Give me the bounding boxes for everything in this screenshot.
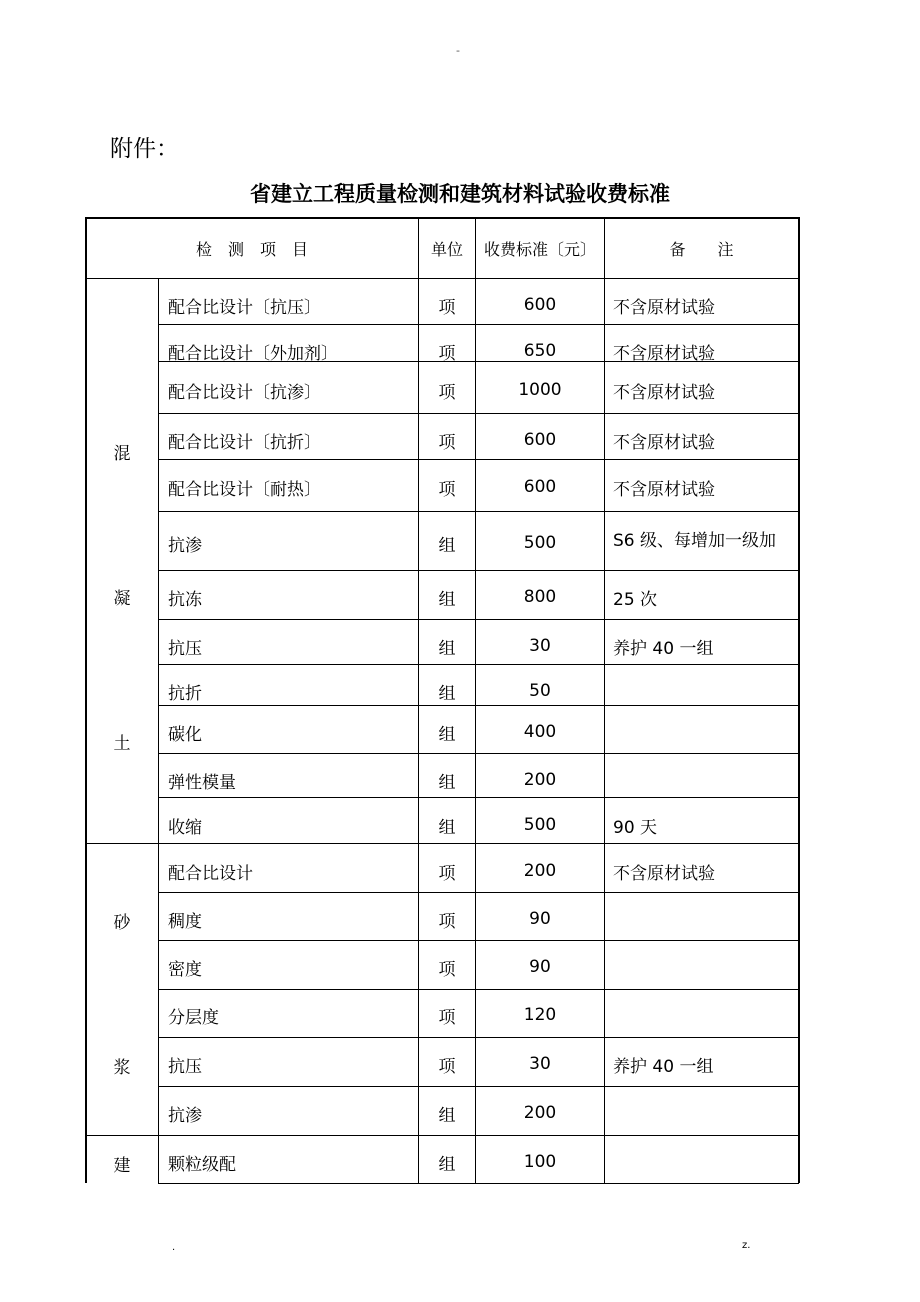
row-item: 配合比设计〔外加剂〕 <box>168 343 338 364</box>
row-divider <box>158 892 799 893</box>
page-footer-right: z. <box>742 1240 751 1251</box>
row-unit: 组 <box>438 772 456 793</box>
header-unit: 单位 <box>430 240 463 259</box>
row-item: 抗冻 <box>168 589 202 610</box>
row-fee: 200 <box>523 770 557 790</box>
row-note: 90 天 <box>613 817 658 838</box>
row-item: 配合比设计〔耐热〕 <box>168 479 321 500</box>
header-fee: 收费标准〔元〕 <box>483 240 596 259</box>
row-unit: 项 <box>438 382 456 403</box>
row-note: 不含原材试验 <box>613 297 715 318</box>
row-note: 不含原材试验 <box>613 863 715 884</box>
row-note <box>613 1094 799 1132</box>
row-fee: 200 <box>523 861 557 881</box>
row-fee: 600 <box>523 295 557 315</box>
row-unit: 组 <box>438 535 456 556</box>
row-divider <box>158 324 799 325</box>
row-divider <box>158 989 799 990</box>
category-mortar-char-1: 砂 <box>113 913 131 933</box>
row-note <box>613 900 799 938</box>
row-note: 养护 40 一组 <box>613 1056 714 1077</box>
row-item: 颗粒级配 <box>168 1154 236 1175</box>
row-unit: 项 <box>438 479 456 500</box>
row-divider <box>158 1183 799 1184</box>
row-fee: 200 <box>523 1103 557 1123</box>
attachment-label: 附件： <box>110 136 179 162</box>
row-item: 碳化 <box>168 724 202 745</box>
row-note: 不含原材试验 <box>613 343 715 363</box>
row-fee: 600 <box>523 430 557 450</box>
row-unit: 项 <box>438 343 456 364</box>
row-unit: 项 <box>438 297 456 318</box>
row-note: 不含原材试验 <box>613 382 715 403</box>
row-item: 抗压 <box>168 638 202 659</box>
row-unit: 组 <box>438 817 456 838</box>
row-fee: 500 <box>523 533 557 553</box>
row-note <box>613 996 799 1034</box>
row-note <box>613 761 799 799</box>
row-item: 密度 <box>168 959 202 980</box>
row-item: 抗渗 <box>168 1105 202 1126</box>
row-fee: 30 <box>529 1054 551 1074</box>
row-item: 分层度 <box>168 1007 219 1028</box>
row-fee: 30 <box>529 636 551 656</box>
page-header-mark: - <box>456 44 460 57</box>
row-note <box>613 713 799 751</box>
row-fee: 400 <box>523 722 557 742</box>
row-divider <box>158 619 799 620</box>
row-divider <box>158 1086 799 1087</box>
row-note <box>613 1143 799 1181</box>
row-item: 抗压 <box>168 1056 202 1077</box>
header-divider <box>85 278 800 279</box>
category-mortar-char-2: 浆 <box>113 1058 131 1078</box>
category-concrete-char-2: 凝 <box>113 589 131 609</box>
row-fee: 50 <box>529 681 551 701</box>
row-item: 配合比设计 <box>168 863 253 884</box>
row-divider <box>158 511 799 512</box>
row-note: 不含原材试验 <box>613 432 715 453</box>
category-concrete-char-1: 混 <box>113 444 131 464</box>
row-unit: 组 <box>438 724 456 745</box>
row-unit: 组 <box>438 638 456 659</box>
page-footer-left: . <box>172 1242 176 1253</box>
row-unit: 项 <box>438 959 456 980</box>
row-fee: 600 <box>523 477 557 497</box>
row-item: 收缩 <box>168 817 202 838</box>
document-title: 省建立工程质量检测和建筑材料试验收费标准 <box>250 182 670 206</box>
row-fee: 800 <box>523 587 557 607</box>
row-unit: 组 <box>438 1154 456 1175</box>
row-item: 配合比设计〔抗压〕 <box>168 297 321 318</box>
row-item: 弹性模量 <box>168 772 236 793</box>
row-divider <box>158 1037 799 1038</box>
row-note <box>613 673 799 709</box>
row-divider <box>158 940 799 941</box>
row-fee: 1000 <box>518 380 562 400</box>
category-concrete-char-3: 土 <box>113 734 131 754</box>
row-unit: 项 <box>438 1056 456 1077</box>
row-fee: 120 <box>523 1005 557 1025</box>
category-building-char-1: 建 <box>113 1156 131 1176</box>
row-fee: 100 <box>523 1152 557 1172</box>
row-item: 配合比设计〔抗折〕 <box>168 432 321 453</box>
row-note: 养护 40 一组 <box>613 638 714 659</box>
group-divider <box>85 1135 800 1136</box>
row-unit: 项 <box>438 432 456 453</box>
row-item: 稠度 <box>168 911 202 932</box>
table-border-left <box>85 217 87 1183</box>
row-fee: 90 <box>529 909 551 929</box>
header-item: 检 测 项 目 <box>195 240 308 259</box>
row-note: 不含原材试验 <box>613 479 715 500</box>
row-fee: 650 <box>523 341 557 361</box>
row-divider <box>158 459 799 460</box>
row-divider <box>158 753 799 754</box>
row-item: 抗渗 <box>168 535 202 556</box>
row-unit: 项 <box>438 911 456 932</box>
row-unit: 组 <box>438 683 456 704</box>
row-divider <box>158 570 799 571</box>
row-item: 配合比设计〔抗渗〕 <box>168 382 321 403</box>
row-unit: 项 <box>438 1007 456 1028</box>
row-unit: 组 <box>438 1105 456 1126</box>
row-fee: 90 <box>529 957 551 977</box>
row-fee: 500 <box>523 815 557 835</box>
row-unit: 组 <box>438 589 456 610</box>
row-divider <box>158 413 799 414</box>
row-note: 25 次 <box>613 589 658 610</box>
row-note: S6 级、每增加一级加 <box>613 530 777 551</box>
row-unit: 项 <box>438 863 456 884</box>
row-item: 抗折 <box>168 683 202 704</box>
header-note: 备 注 <box>669 240 734 259</box>
row-note <box>613 948 799 986</box>
